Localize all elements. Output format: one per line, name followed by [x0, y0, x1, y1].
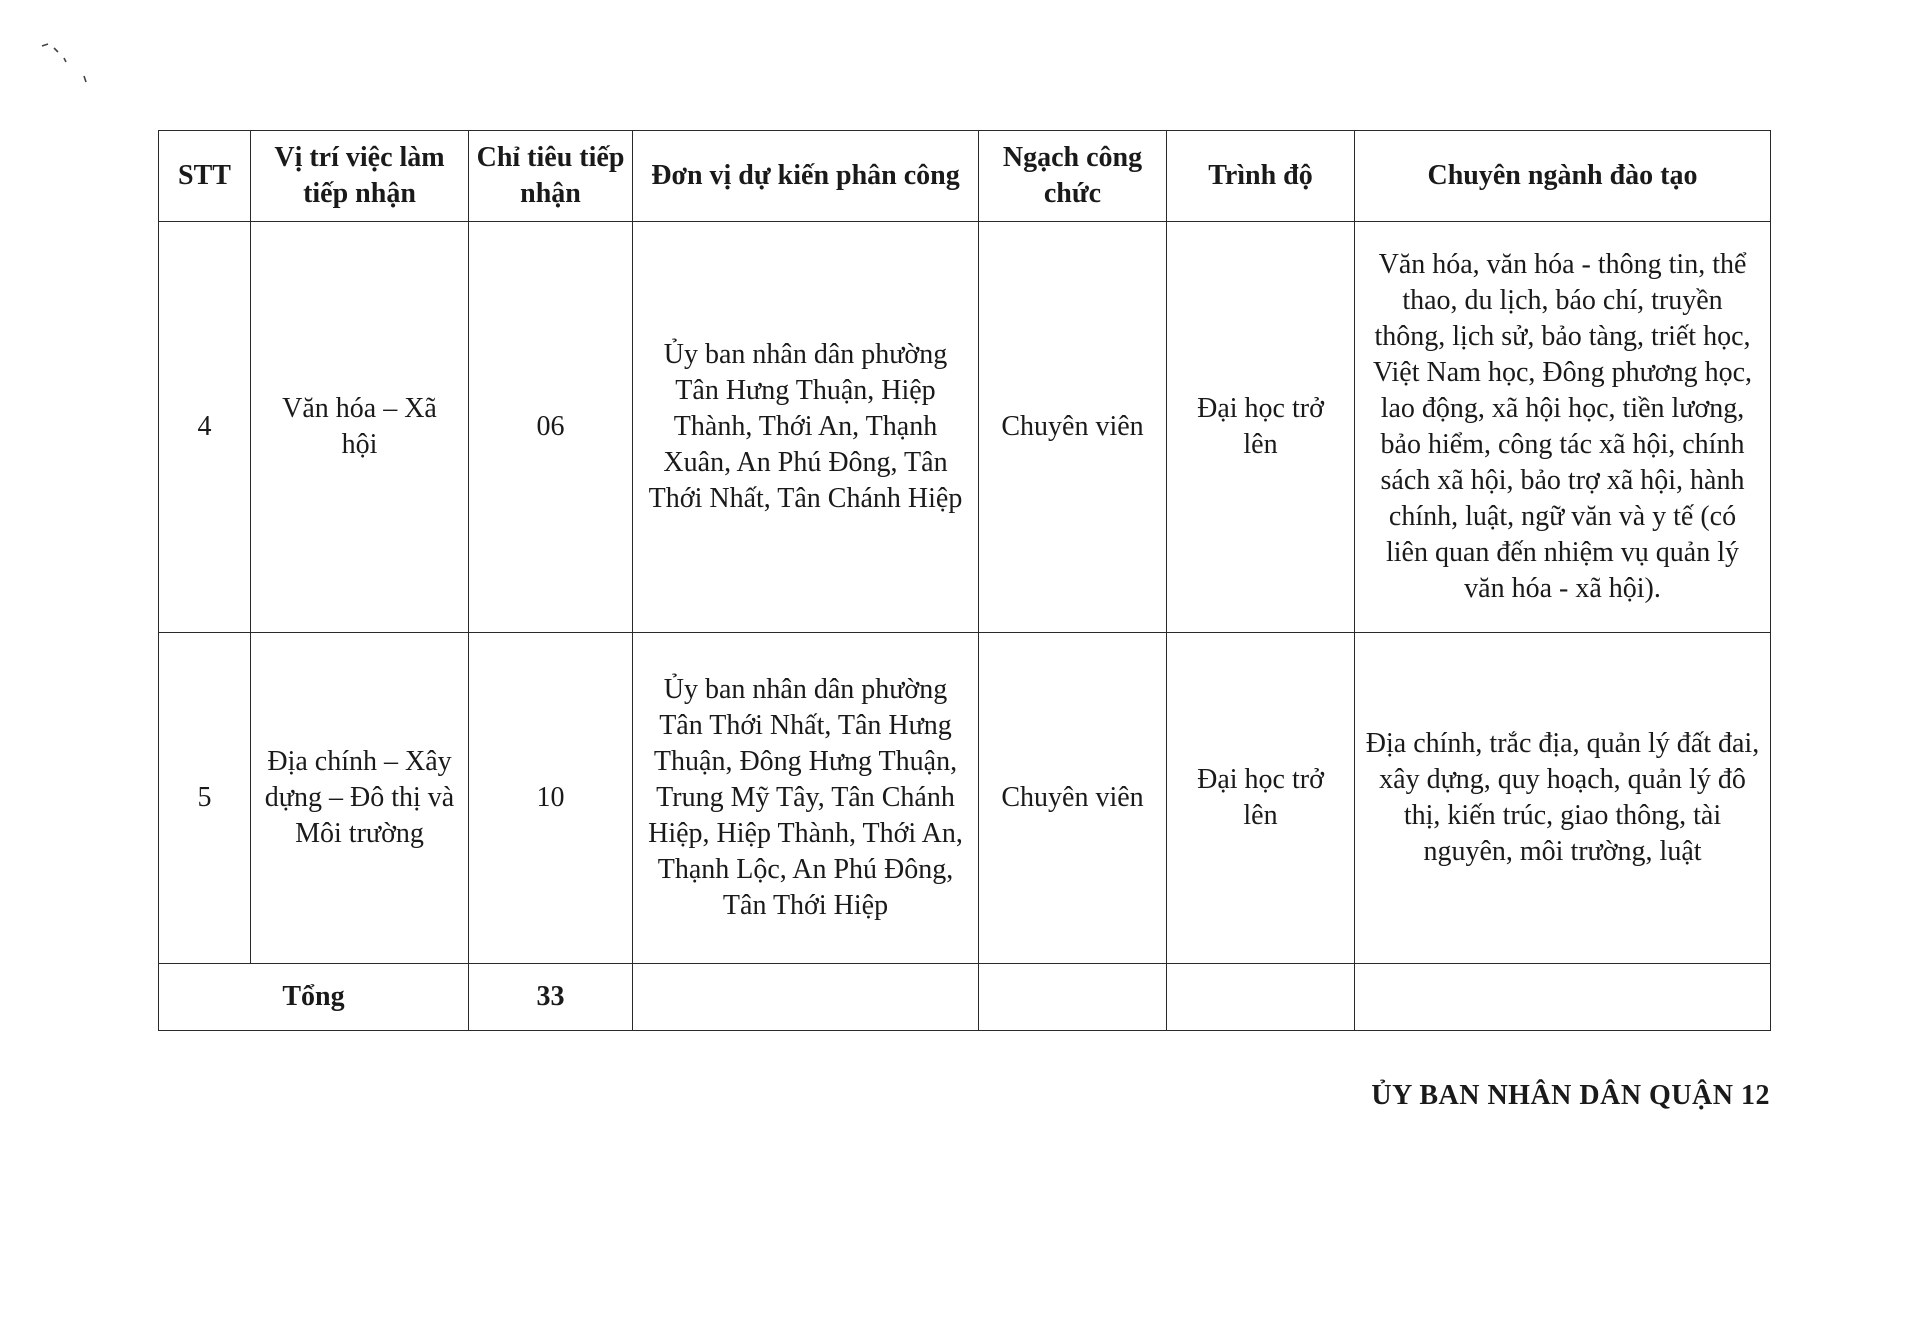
- scan-artifact-mark: [40, 40, 100, 90]
- header-unit: Đơn vị dự kiến phân công: [633, 131, 979, 222]
- cell-unit: Ủy ban nhân dân phường Tân Thới Nhất, Tân Hưng Thuận, Đông Hưng Thuận, Trung Mỹ Tây, Tân Chánh Hiệp, Hiệp Thành, Thới An, Thạnh Lộc, An Phú Đông, Tân Thới Hiệp: [633, 633, 979, 964]
- total-row: [159, 964, 1771, 1031]
- cell-grade: Chuyên viên: [979, 633, 1167, 964]
- cell-major: Văn hóa, văn hóa - thông tin, thể thao, du lịch, báo chí, truyền thông, lịch sử, bảo tàng, triết học, Việt Nam học, Đông phương học, lao động, xã hội học, tiền lương, bảo hiểm, công tác xã hội, chính sách xã hội, bảo trợ xã hội, hành chính, luật, ngữ văn và y tế (có liên quan đến nhiệm vụ quản lý văn hóa - xã hội).: [1355, 222, 1771, 633]
- cell-position: Văn hóa – Xã hội: [251, 222, 469, 633]
- empty-cell: [1355, 964, 1771, 1031]
- cell-quota: 06: [469, 222, 633, 633]
- header-position: Vị trí việc làm tiếp nhận: [251, 131, 469, 222]
- cell-stt: 5: [159, 633, 251, 964]
- cell-quota: 10: [469, 633, 633, 964]
- header-quota: Chỉ tiêu tiếp nhận: [469, 131, 633, 222]
- cell-major: Địa chính, trắc địa, quản lý đất đai, xây dựng, quy hoạch, quản lý đô thị, kiến trúc, giao thông, tài nguyên, môi trường, luật: [1355, 633, 1771, 964]
- cell-grade: Chuyên viên: [979, 222, 1167, 633]
- table-row: [159, 633, 1771, 964]
- total-value: 33: [469, 964, 633, 1031]
- recruitment-table: [158, 130, 1771, 1031]
- cell-unit: Ủy ban nhân dân phường Tân Hưng Thuận, Hiệp Thành, Thới An, Thạnh Xuân, An Phú Đông, Tân Thới Nhất, Tân Chánh Hiệp: [633, 222, 979, 633]
- issuing-authority: ỦY BAN NHÂN DÂN QUẬN 12: [1371, 1080, 1770, 1111]
- empty-cell: [979, 964, 1167, 1031]
- table-row: [159, 222, 1771, 633]
- header-level: Trình độ: [1167, 131, 1355, 222]
- header-stt: STT: [159, 131, 251, 222]
- empty-cell: [1167, 964, 1355, 1031]
- total-label: Tổng: [159, 964, 469, 1031]
- header-grade: Ngạch công chức: [979, 131, 1167, 222]
- cell-position: Địa chính – Xây dựng – Đô thị và Môi trường: [251, 633, 469, 964]
- cell-level: Đại học trở lên: [1167, 633, 1355, 964]
- table-header-row: [159, 131, 1771, 222]
- cell-level: Đại học trở lên: [1167, 222, 1355, 633]
- cell-stt: 4: [159, 222, 251, 633]
- header-major: Chuyên ngành đào tạo: [1355, 131, 1771, 222]
- empty-cell: [633, 964, 979, 1031]
